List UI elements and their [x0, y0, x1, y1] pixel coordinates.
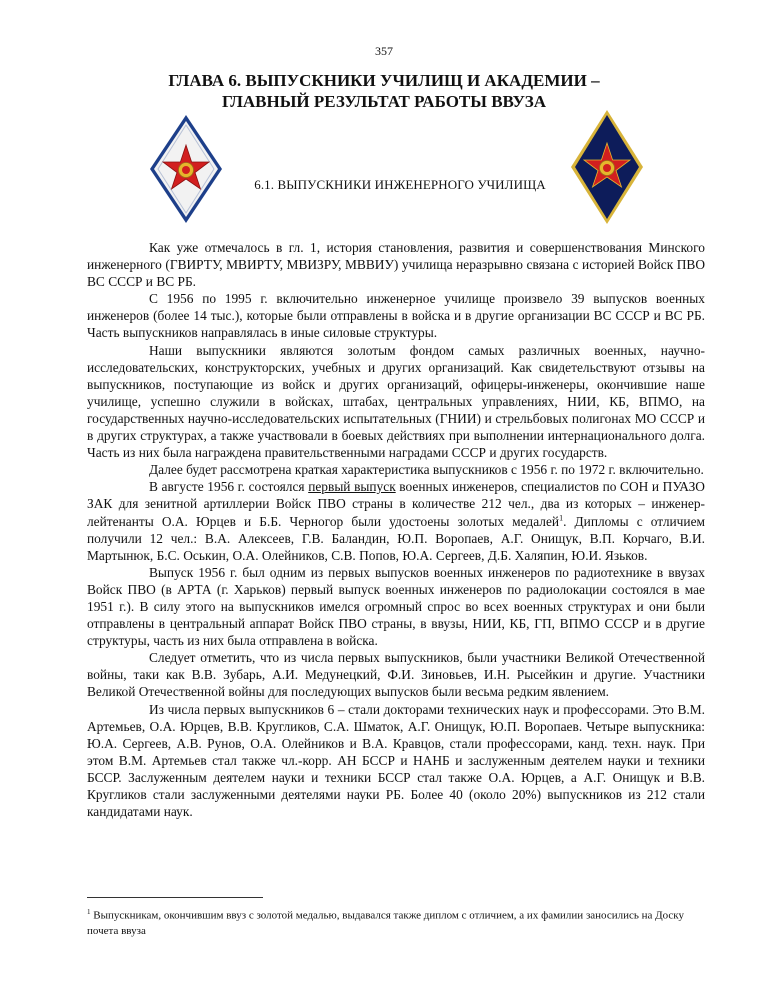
paragraph: Следует отметить, что из числа первых выпускников, были участники Великой Отечественной войны, таки как В.В. Зубарь, А.И. Медунецкий, Ф.И. Зиновьев, И.Н. Рысейкин и другие. Участники Великой Отечественной войны для последующих выпусков были весьма редким явлением. [87, 650, 705, 700]
text-run: В августе 1956 г. состоялся [149, 479, 309, 495]
footnote-separator [87, 897, 263, 898]
text-run: военных инженеров, специалистов по СОН и ПУАЗО ЗАК для зенитной артиллерии Войск ПВО страны в количестве 212 чел., два из которых – инженер-лейтенанты О.А. Юрцев и Б.Б. Черногор были удостоены золотых медалей [87, 479, 705, 529]
navy-rhombus-badge [569, 108, 645, 226]
section-title: 6.1. ВЫПУСКНИКИ ИНЖЕНЕРНОГО УЧИЛИЩА [254, 177, 546, 192]
footnote [87, 905, 705, 939]
body-text [87, 239, 705, 820]
footnote-text: Выпускникам, окончившим ввуз с золотой медалью, выдавался также диплом с отличием, а их фамилии заносились на Доску почета ввуза [87, 909, 684, 937]
paragraph [87, 478, 705, 563]
page-number: 357 [375, 44, 393, 58]
footnote-reference: 1 [559, 513, 564, 523]
text-run: . Дипломы с отличием получили 12 чел.: В.А. Алексеев, Г.В. Баландин, Ю.П. Воропаев, А.Г. Онищук, В.П. Корчаго, В.И. Мартынюк, Б.С. Оськин, О.А. Олейников, С.В. Попов, Ю.А. Сергеев, Д.Б. Халяпин, Ю.И. Язьков. [87, 513, 705, 563]
underlined-text: первый выпуск [308, 479, 396, 495]
paragraph: Далее будет рассмотрена краткая характеристика выпускников с 1956 г. по 1972 г. включительно. [149, 462, 704, 478]
white-rhombus-badge [148, 113, 224, 225]
footnote-marker: 1 [87, 908, 91, 916]
paragraph: С 1956 по 1995 г. включительно инженерное училище произвело 39 выпусков военных инженеров (более 14 тыс.), которые были отправлены в войска и в другие организации ВС СССР и ВС РБ. Часть выпускников направлялась в иные силовые структуры. [87, 291, 705, 341]
paragraph: Выпуск 1956 г. был одним из первых выпусков военных инженеров по радиотехнике в ввузах Войск ПВО (в АРТА (г. Харьков) первый выпуск военных инженеров по радиолокации состоялся в мае 1951 г.). В силу этого на выпускников имелся огромный спрос во всех военных структурах и они были отправлены в центральный аппарат Войск ПВО страны, в ввузы, НИИ, КБ, ГП, ВПМО СССР и в другие структуры, часть из них была отправлена в войска. [87, 564, 705, 649]
chapter-title: ГЛАВА 6. ВЫПУСКНИКИ УЧИЛИЩ И АКАДЕМИИ – ГЛАВНЫЙ РЕЗУЛЬТАТ РАБОТЫ ВВУЗА [168, 71, 600, 111]
paragraph: Как уже отмечалось в гл. 1, история становления, развития и совершенствования Минского инженерного (ГВИРТУ, МВИРТУ, МВИЗРУ, МВВИУ) училища неразрывно связана с историей Войск ПВО ВС СССР и ВС РБ. [87, 240, 705, 290]
paragraph: Из числа первых выпускников 6 – стали докторами технических наук и профессорами. Это В.М. Артемьев, О.А. Юрцев, В.В. Кругликов, С.А. Шматок, А.Г. Онищук, Ю.П. Воропаев. Четыре выпускника: Ю.А. Сергеев, А.В. Рунов, О.А. Олейников и В.А. Кравцов, стали профессорами, канд. техн. наук. При этом В.М. Артемьев стал также чл.-корр. АН БССР и НАНБ и заслуженным деятелем науки и техники БССР. Заслуженным деятелем науки и техники БССР стал также О.А. Юрцев, а А.Г. Онищук и В.В. Кругликов стали заслуженными деятелями науки РБ. Более 40 (около 20%) выпускников из 212 стали кандидатами наук. [87, 701, 705, 820]
paragraph: Наши выпускники являются золотым фондом самых различных военных, научно-исследовательских, конструкторских, учебных и других организаций. Как свидетельствуют отзывы на выпускников, поступающие из войск и других организаций, офицеры-инженеры, окончившие наше училище, успешно служили в войсках, штабах, центральных управлениях, НИИ, КБ, ВПМО, на государственных научно-исследовательских испытательных (ГНИИ) и стрельбовых полигонах МО СССР и в других структурах, а также участвовали в боевых действиях при выполнении интернационального долга. Часть из них была награждена правительственными наградами СССР и других государств. [87, 342, 705, 461]
